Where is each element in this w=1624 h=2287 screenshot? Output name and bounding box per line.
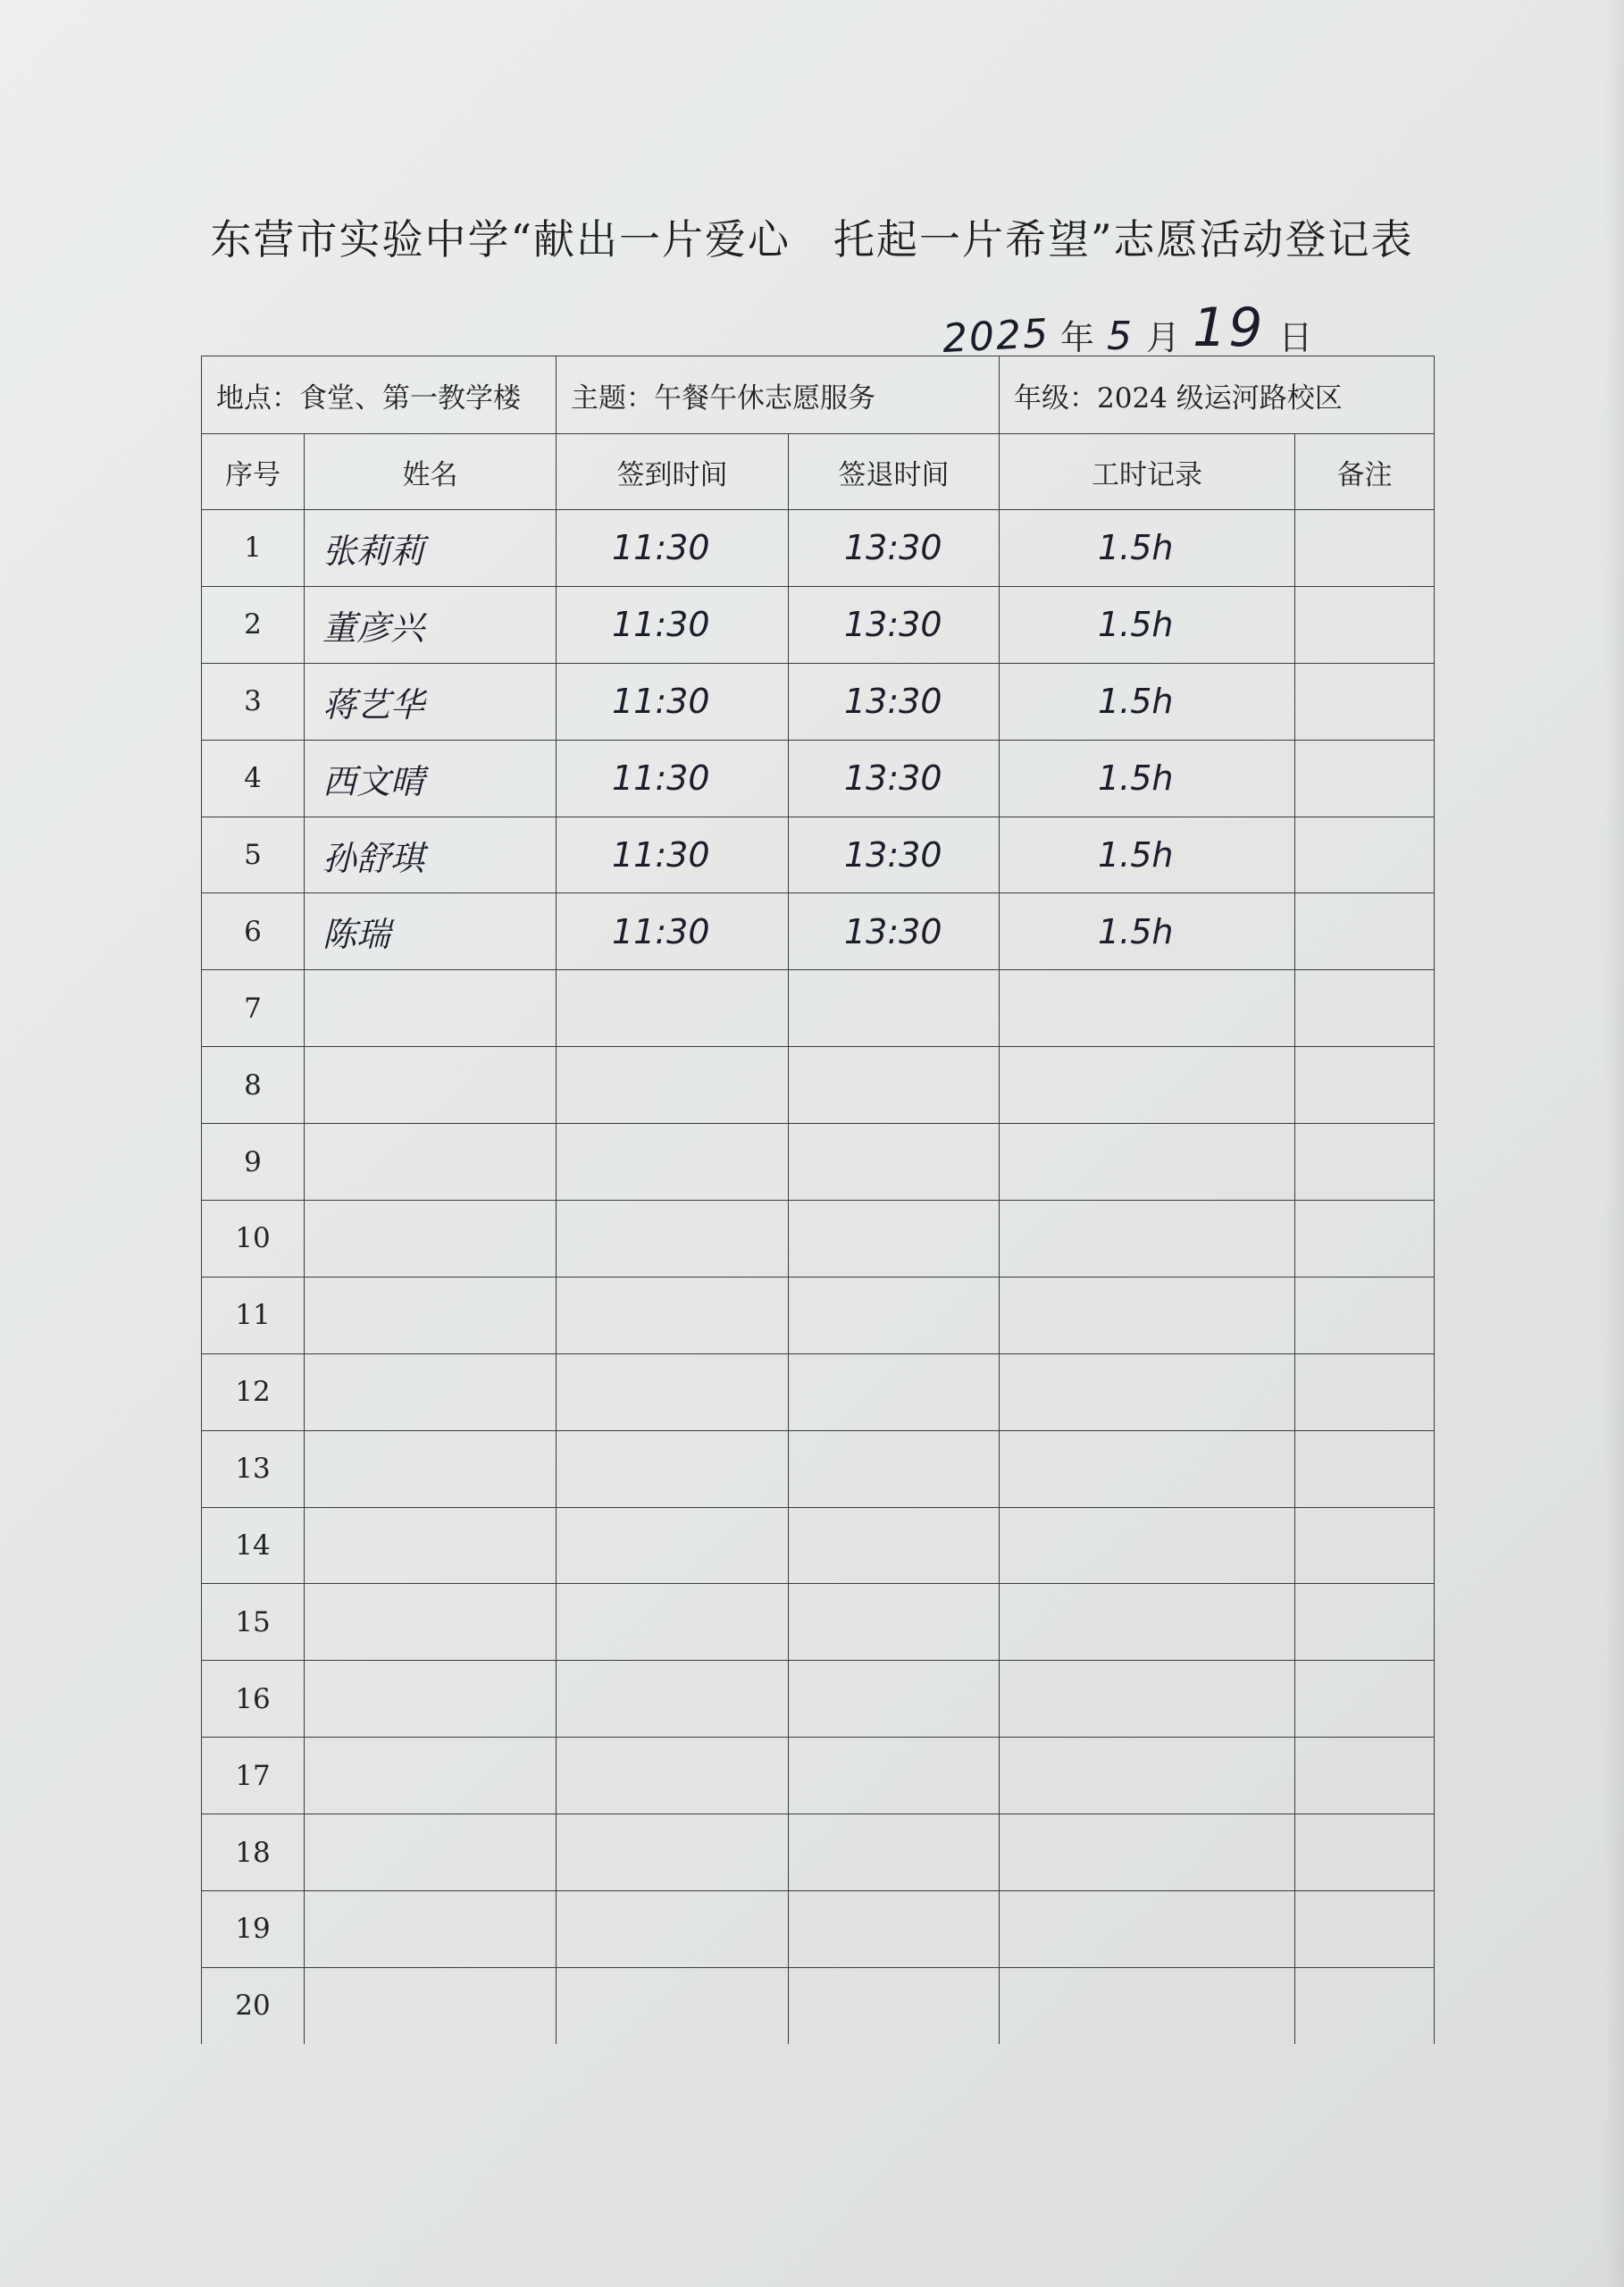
row-note <box>1295 1430 1435 1507</box>
row-note <box>1295 970 1435 1047</box>
row-note <box>1295 740 1435 817</box>
row-name <box>305 1661 557 1738</box>
row-number: 12 <box>202 1353 305 1430</box>
row-sign-out-time: 13:30 <box>789 893 1000 970</box>
row-hours <box>1000 970 1295 1047</box>
form-date <box>941 288 1316 363</box>
table-row <box>202 1967 1435 2043</box>
table-row <box>202 740 1435 817</box>
row-sign-out-time <box>789 1738 1000 1814</box>
date-year-char: 年 <box>1059 318 1094 357</box>
row-number: 9 <box>202 1124 305 1201</box>
row-note <box>1295 1891 1435 1968</box>
row-note <box>1295 510 1435 587</box>
row-hours <box>1000 1584 1295 1661</box>
row-name <box>305 1353 557 1430</box>
row-sign-in-time <box>557 1738 789 1814</box>
column-header-sign-out: 签退时间 <box>789 434 1000 510</box>
row-sign-in-time <box>557 1353 789 1430</box>
row-hours: 1.5h <box>1000 510 1295 587</box>
table-row <box>202 1891 1435 1968</box>
table-row <box>202 970 1435 1047</box>
row-sign-in-time <box>557 1584 789 1661</box>
row-name <box>305 970 557 1047</box>
table-row <box>202 817 1435 893</box>
row-name <box>305 1814 557 1891</box>
row-number: 17 <box>202 1738 305 1814</box>
row-sign-out-time: 13:30 <box>789 586 1000 663</box>
row-number: 8 <box>202 1047 305 1124</box>
row-note <box>1295 1277 1435 1353</box>
row-hours: 1.5h <box>1000 893 1295 970</box>
row-name: 陈瑞 <box>305 893 557 970</box>
row-sign-out-time <box>789 1201 1000 1278</box>
row-sign-out-time <box>789 1967 1000 2043</box>
row-sign-in-time <box>557 1277 789 1353</box>
form-title: 东营市实验中学“献出一片爱心 托起一片希望”志愿活动登记表 <box>210 215 1414 264</box>
row-number: 14 <box>202 1507 305 1584</box>
grade-cell: 年级：2024 级运河路校区 <box>1000 356 1435 434</box>
row-number: 20 <box>202 1967 305 2043</box>
column-header-no: 序号 <box>202 434 305 510</box>
row-name <box>305 1584 557 1661</box>
row-hours: 1.5h <box>1000 740 1295 817</box>
row-sign-in-time <box>557 1507 789 1584</box>
row-sign-in-time: 11:30 <box>557 663 789 740</box>
row-name <box>305 1124 557 1201</box>
row-sign-in-time: 11:30 <box>557 817 789 893</box>
table-row <box>202 1661 1435 1738</box>
row-name <box>305 1967 557 2043</box>
row-note <box>1295 1738 1435 1814</box>
location-cell: 地点：食堂、第一教学楼 <box>202 356 557 434</box>
row-hours <box>1000 1201 1295 1278</box>
row-sign-in-time: 11:30 <box>557 740 789 817</box>
row-name: 张莉莉 <box>305 510 557 587</box>
row-sign-in-time <box>557 1047 789 1124</box>
row-hours: 1.5h <box>1000 586 1295 663</box>
row-number: 11 <box>202 1277 305 1353</box>
row-name <box>305 1047 557 1124</box>
row-number: 16 <box>202 1661 305 1738</box>
date-month: 5 <box>1107 314 1134 359</box>
row-sign-in-time <box>557 1430 789 1507</box>
row-sign-out-time: 13:30 <box>789 663 1000 740</box>
row-hours <box>1000 1430 1295 1507</box>
row-sign-in-time <box>557 1201 789 1278</box>
row-number: 1 <box>202 510 305 587</box>
row-number: 13 <box>202 1430 305 1507</box>
row-number: 6 <box>202 893 305 970</box>
row-sign-out-time <box>789 970 1000 1047</box>
row-note <box>1295 893 1435 970</box>
header-row <box>202 434 1435 510</box>
info-row <box>202 356 1435 434</box>
row-name: 董彦兴 <box>305 586 557 663</box>
row-hours <box>1000 1891 1295 1968</box>
table-row <box>202 510 1435 587</box>
row-sign-in-time: 11:30 <box>557 586 789 663</box>
row-number: 2 <box>202 586 305 663</box>
row-sign-in-time <box>557 1124 789 1201</box>
date-month-char: 月 <box>1146 318 1181 357</box>
row-sign-in-time <box>557 1661 789 1738</box>
row-sign-out-time <box>789 1277 1000 1353</box>
row-hours <box>1000 1507 1295 1584</box>
table-row <box>202 893 1435 970</box>
date-year: 2025 <box>941 310 1051 363</box>
row-note <box>1295 1047 1435 1124</box>
register-table <box>201 356 1435 2044</box>
row-sign-out-time <box>789 1891 1000 1968</box>
row-hours <box>1000 1967 1295 2043</box>
row-name <box>305 1507 557 1584</box>
row-note <box>1295 1201 1435 1278</box>
row-sign-out-time: 13:30 <box>789 817 1000 893</box>
row-note <box>1295 817 1435 893</box>
theme-cell: 主题：午餐午休志愿服务 <box>557 356 1000 434</box>
row-name <box>305 1891 557 1968</box>
row-sign-out-time <box>789 1124 1000 1201</box>
date-day-char: 日 <box>1278 318 1313 357</box>
row-sign-in-time <box>557 1967 789 2043</box>
row-note <box>1295 663 1435 740</box>
row-hours <box>1000 1661 1295 1738</box>
row-note <box>1295 1124 1435 1201</box>
row-hours <box>1000 1353 1295 1430</box>
table-row <box>202 1584 1435 1661</box>
table-row <box>202 1124 1435 1201</box>
row-note <box>1295 1507 1435 1584</box>
row-hours: 1.5h <box>1000 663 1295 740</box>
column-header-hours: 工时记录 <box>1000 434 1295 510</box>
row-hours: 1.5h <box>1000 817 1295 893</box>
row-sign-out-time: 13:30 <box>789 740 1000 817</box>
row-number: 19 <box>202 1891 305 1968</box>
row-note <box>1295 1353 1435 1430</box>
row-sign-out-time <box>789 1584 1000 1661</box>
row-hours <box>1000 1738 1295 1814</box>
row-number: 10 <box>202 1201 305 1278</box>
row-sign-in-time <box>557 1814 789 1891</box>
column-header-note: 备注 <box>1295 434 1435 510</box>
table-row <box>202 1201 1435 1278</box>
row-sign-in-time: 11:30 <box>557 510 789 587</box>
row-number: 3 <box>202 663 305 740</box>
row-hours <box>1000 1277 1295 1353</box>
row-name <box>305 1430 557 1507</box>
table-row <box>202 1507 1435 1584</box>
date-day: 19 <box>1193 297 1265 359</box>
table-row <box>202 1738 1435 1814</box>
table-body <box>202 510 1435 2044</box>
row-sign-in-time <box>557 1891 789 1968</box>
row-sign-out-time <box>789 1814 1000 1891</box>
row-number: 18 <box>202 1814 305 1891</box>
row-note <box>1295 1661 1435 1738</box>
table-row <box>202 1277 1435 1353</box>
column-header-name: 姓名 <box>305 434 557 510</box>
row-number: 5 <box>202 817 305 893</box>
row-sign-out-time: 13:30 <box>789 510 1000 587</box>
row-sign-out-time <box>789 1353 1000 1430</box>
row-hours <box>1000 1047 1295 1124</box>
table-row <box>202 1047 1435 1124</box>
row-note <box>1295 1814 1435 1891</box>
table-row <box>202 1430 1435 1507</box>
row-name <box>305 1738 557 1814</box>
row-note <box>1295 1967 1435 2043</box>
row-hours <box>1000 1814 1295 1891</box>
row-number: 7 <box>202 970 305 1047</box>
row-sign-in-time: 11:30 <box>557 893 789 970</box>
column-header-sign-in: 签到时间 <box>557 434 789 510</box>
table-row <box>202 586 1435 663</box>
row-sign-out-time <box>789 1047 1000 1124</box>
row-name <box>305 1277 557 1353</box>
row-number: 4 <box>202 740 305 817</box>
table-row <box>202 1353 1435 1430</box>
row-sign-in-time <box>557 970 789 1047</box>
row-name: 蒋艺华 <box>305 663 557 740</box>
row-note <box>1295 1584 1435 1661</box>
row-name: 孙舒琪 <box>305 817 557 893</box>
row-sign-out-time <box>789 1661 1000 1738</box>
row-sign-out-time <box>789 1430 1000 1507</box>
row-name: 西文晴 <box>305 740 557 817</box>
table-row <box>202 1814 1435 1891</box>
table-row <box>202 663 1435 740</box>
row-note <box>1295 586 1435 663</box>
row-hours <box>1000 1124 1295 1201</box>
row-number: 15 <box>202 1584 305 1661</box>
row-name <box>305 1201 557 1278</box>
row-sign-out-time <box>789 1507 1000 1584</box>
